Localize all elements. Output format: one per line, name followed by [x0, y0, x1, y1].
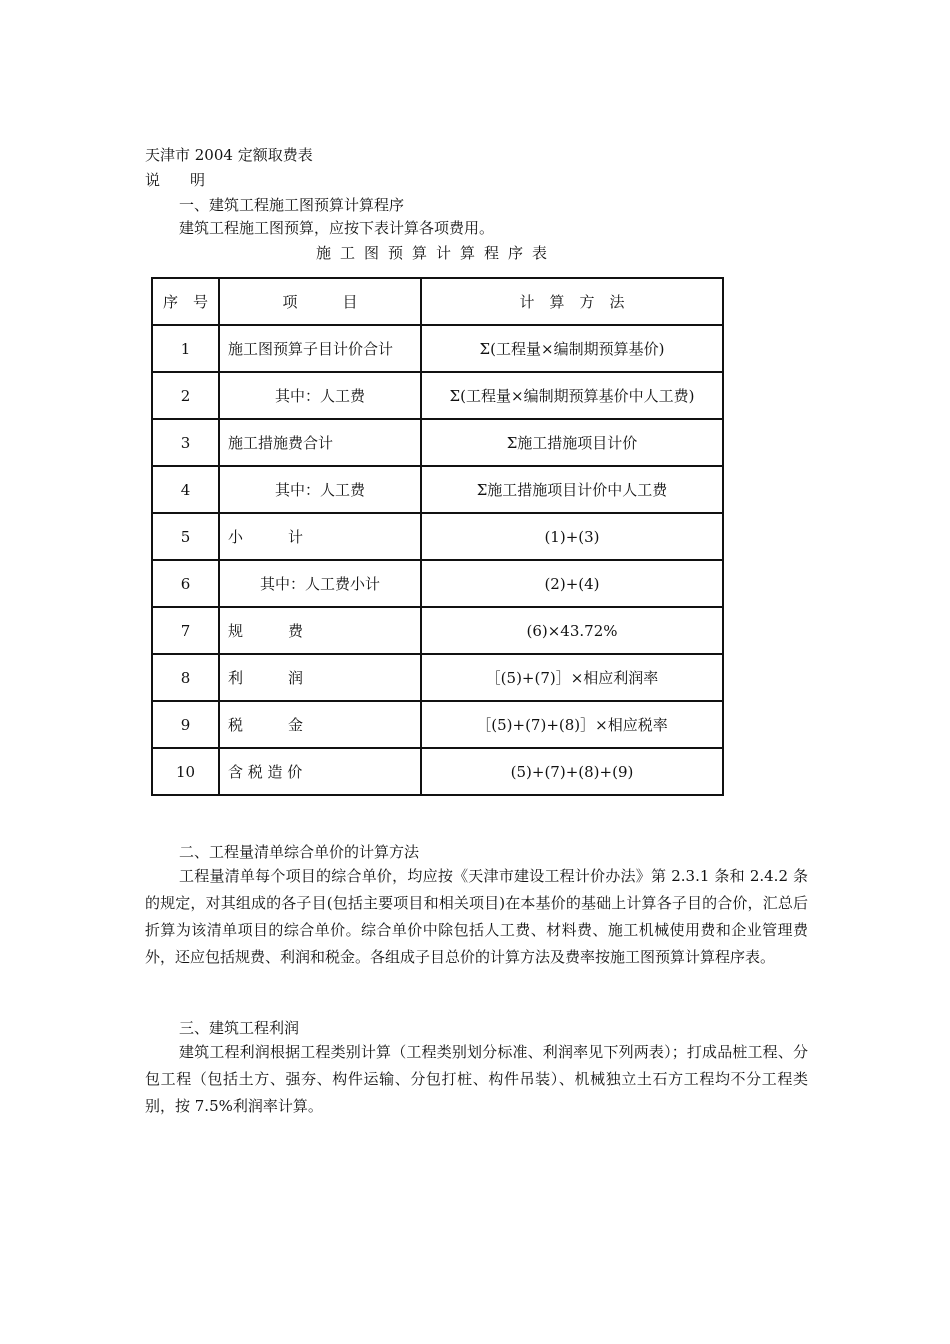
table-row: [152, 607, 723, 654]
row-item: 施工措施费合计: [219, 419, 421, 466]
table-row: [152, 325, 723, 372]
table-row: [152, 654, 723, 701]
calculation-procedure-table: [151, 277, 724, 796]
row-method: Σ(工程量×编制期预算基价): [421, 325, 723, 372]
row-no: 7: [152, 607, 219, 654]
row-no: 4: [152, 466, 219, 513]
row-item: 施工图预算子目计价合计: [219, 325, 421, 372]
notes-heading: 说 明: [145, 171, 206, 189]
table-row: [152, 701, 723, 748]
table-row: [152, 419, 723, 466]
row-method: (1)+(3): [421, 513, 723, 560]
row-item: 小 计: [219, 513, 421, 560]
row-no: 10: [152, 748, 219, 795]
row-no: 6: [152, 560, 219, 607]
document-title: 天津市 2004 定额取费表: [145, 146, 313, 164]
row-item: 利 润: [219, 654, 421, 701]
table-row: [152, 560, 723, 607]
section-3-text: 建筑工程利润根据工程类别计算（工程类别划分标准、利润率见下列两表）；打成品桩工程、分包工程（包括土方、强夯、构件运输、分包打桩、构件吊装）、机械独立土石方工程均不分工程类别，按 7.5%利润率计算。: [145, 1043, 808, 1115]
row-method: (5)+(7)+(8)+(9): [421, 748, 723, 795]
row-item: 其中：人工费: [219, 372, 421, 419]
row-method: ［(5)+(7)+(8)］×相应税率: [421, 701, 723, 748]
row-item: 含 税 造 价: [219, 748, 421, 795]
table-title: 施工图预算计算程序表: [315, 244, 556, 262]
row-item: 税 金: [219, 701, 421, 748]
row-item: 其中：人工费: [219, 466, 421, 513]
row-method: (2)+(4): [421, 560, 723, 607]
section-2-text: 工程量清单每个项目的综合单价，均应按《天津市建设工程计价办法》第 2.3.1 条和 2.4.2 条的规定，对其组成的各子目(包括主要项目和相关项目)在本基价的基础上计算各子目的合价，汇总后折算为该清单项目的综合单价。综合单价中除包括人工费、材料费、施工机械使用费和企业管理费外，还应包括规费、利润和税金。各组成子目总价的计算方法及费率按施工图预算计算程序表。: [145, 867, 808, 966]
row-method: (6)×43.72%: [421, 607, 723, 654]
table-row: [152, 466, 723, 513]
table-header-row: [152, 278, 723, 325]
section-1-title: 一、建筑工程施工图预算计算程序: [179, 196, 405, 214]
header-no: 序 号: [152, 278, 219, 325]
header-item: 项 目: [219, 278, 421, 325]
row-no: 5: [152, 513, 219, 560]
section-3-title: 三、建筑工程利润: [179, 1019, 300, 1037]
header-method: 计 算 方 法: [421, 278, 723, 325]
section-1-text: 建筑工程施工图预算，应按下表计算各项费用。: [179, 219, 495, 237]
row-method: Σ(工程量×编制期预算基价中人工费): [421, 372, 723, 419]
row-no: 3: [152, 419, 219, 466]
row-item: 规 费: [219, 607, 421, 654]
row-item: 其中：人工费小计: [219, 560, 421, 607]
row-method: Σ施工措施项目计价中人工费: [421, 466, 723, 513]
section-2-title: 二、工程量清单综合单价的计算方法: [179, 843, 420, 861]
table-row: [152, 513, 723, 560]
row-no: 2: [152, 372, 219, 419]
table-row: [152, 748, 723, 795]
table-row: [152, 372, 723, 419]
row-no: 1: [152, 325, 219, 372]
row-no: 9: [152, 701, 219, 748]
row-no: 8: [152, 654, 219, 701]
row-method: Σ施工措施项目计价: [421, 419, 723, 466]
row-method: ［(5)+(7)］×相应利润率: [421, 654, 723, 701]
